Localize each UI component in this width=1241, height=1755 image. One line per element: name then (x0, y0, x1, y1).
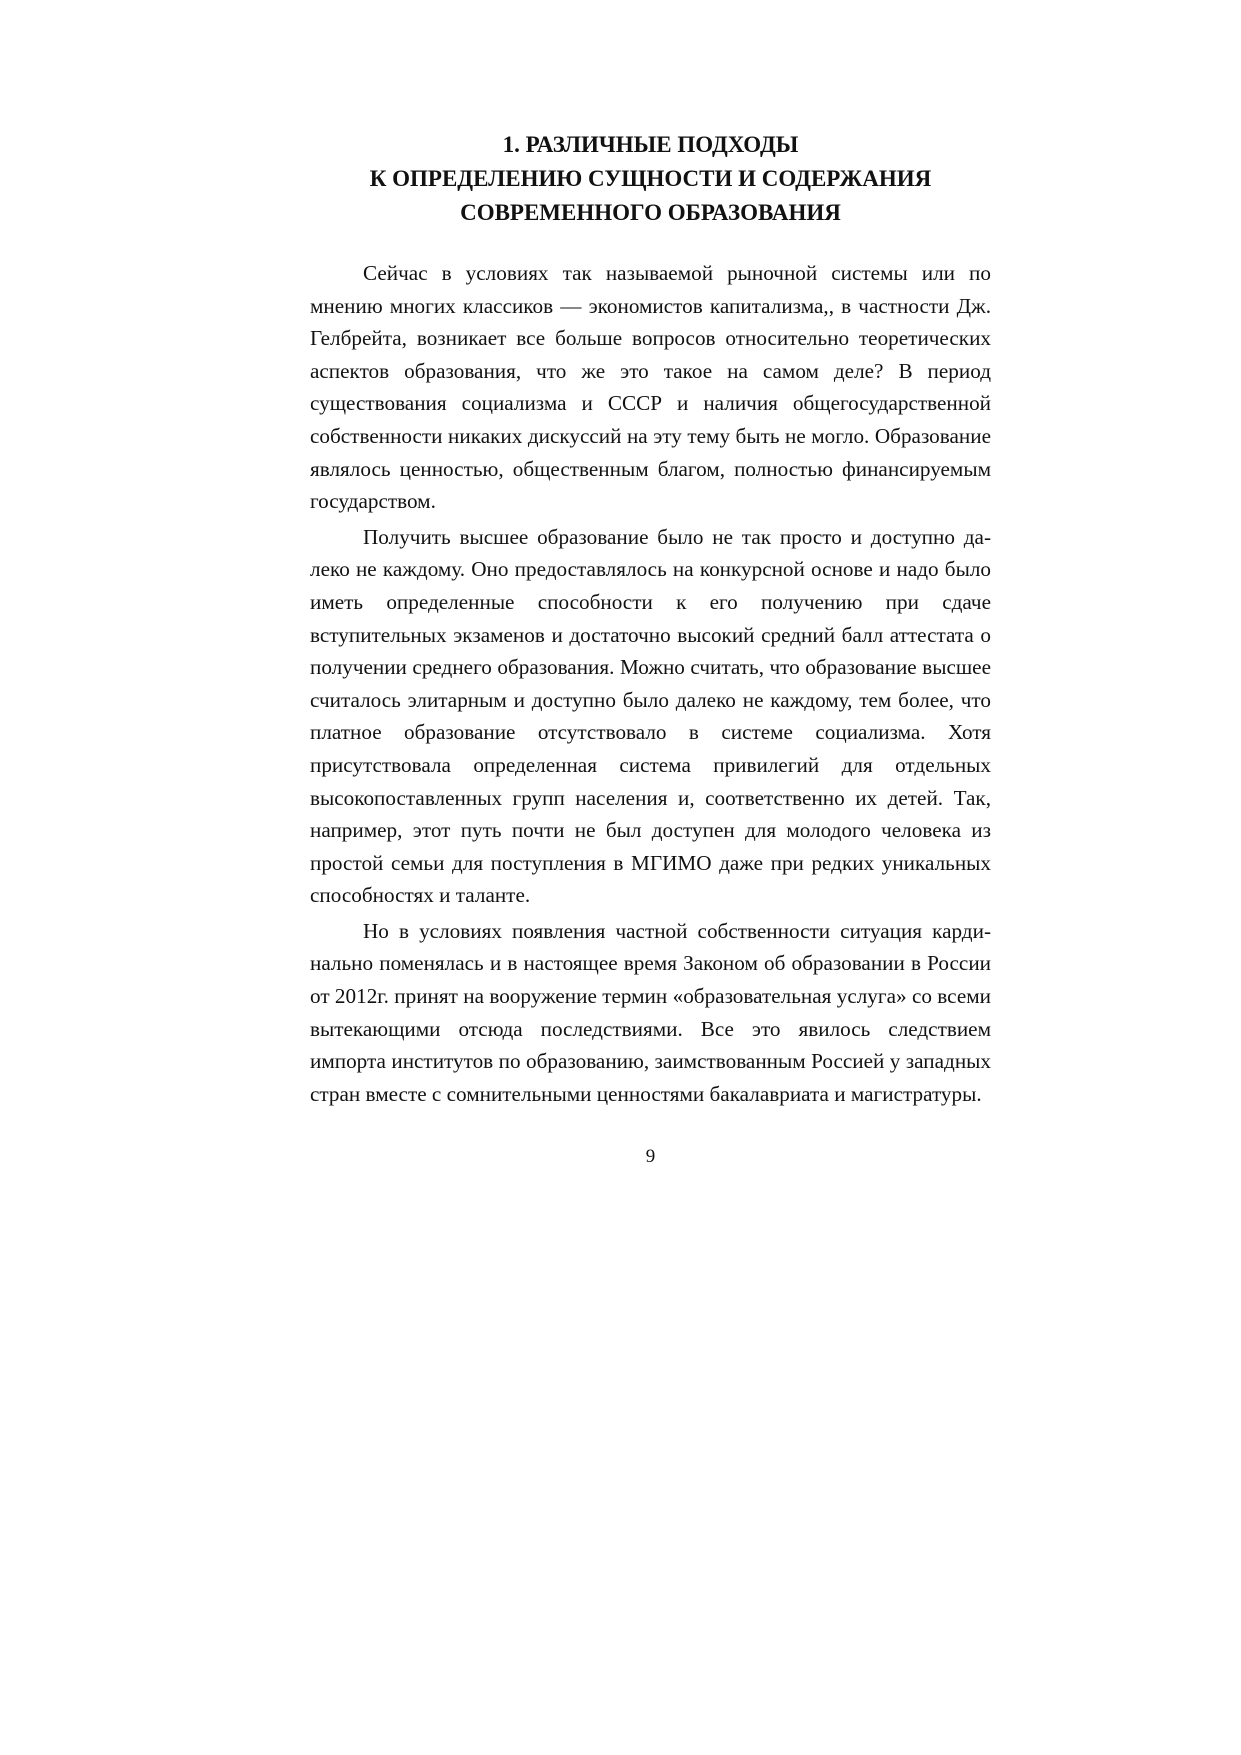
heading-line-3: СОВРЕМЕННОГО ОБРАЗОВАНИЯ (460, 200, 841, 225)
heading-line-2: К ОПРЕДЕЛЕНИЮ СУЩНОСТИ И СОДЕРЖАНИЯ (369, 166, 932, 191)
text-block (310, 128, 991, 1110)
paragraph-2: Получить высшее образование было не так просто и доступно далеко не каждому. Оно предоставлялось на конкурсной основе и надо было иметь определенные способности к его получению при сдаче вступительных экзаменов и достаточно высокий средний балл аттестата о получении среднего образования. Можно считать, что образование высшее считалось элитарным и доступно было далеко не каждому, тем более, что платное образование отсутствовало в системе социализма. Хотя присутствовала определенная система привилегий для отдельных высокопоставленных групп населения и, соответственно их детей. Так, например, этот путь почти не был доступен для молодого человека из простой семьи для поступления в МГИМО даже при редких уникальных способностях и таланте. (310, 524, 991, 908)
heading-line-1: 1. РАЗЛИЧНЫЕ ПОДХОДЫ (502, 132, 799, 157)
paragraph-3: Но в условиях появления частной собственности ситуация кардинально поменялась и в настоящее время Законом об образовании в России от 2012г. принят на вооружение термин «образовательная услуга» со всеми вытекающими отсюда последствиями. Все это явилось следствием импорта институтов по образованию, заимствованным Россией у западных стран вместе с сомнительными ценностями бакалавриата и магистратуры. (310, 918, 991, 1106)
chapter-heading (310, 128, 991, 230)
page-number: 9 (645, 1146, 656, 1167)
paragraph-1: Сейчас в условиях так называемой рыночной системы или по мнению многих классиков — экономистов капитализма,, в частности Дж. Гелбрейта, возникает все больше вопросов относительно теоретических аспектов образования, что же это такое на самом деле? В период существования социализма и СССР и наличия общегосударственной собственности никаких дискуссий на эту тему быть не могло. Образование являлось ценностью, общественным благом, полностью финансируемым государством. (310, 261, 991, 514)
body-text (310, 257, 991, 1110)
